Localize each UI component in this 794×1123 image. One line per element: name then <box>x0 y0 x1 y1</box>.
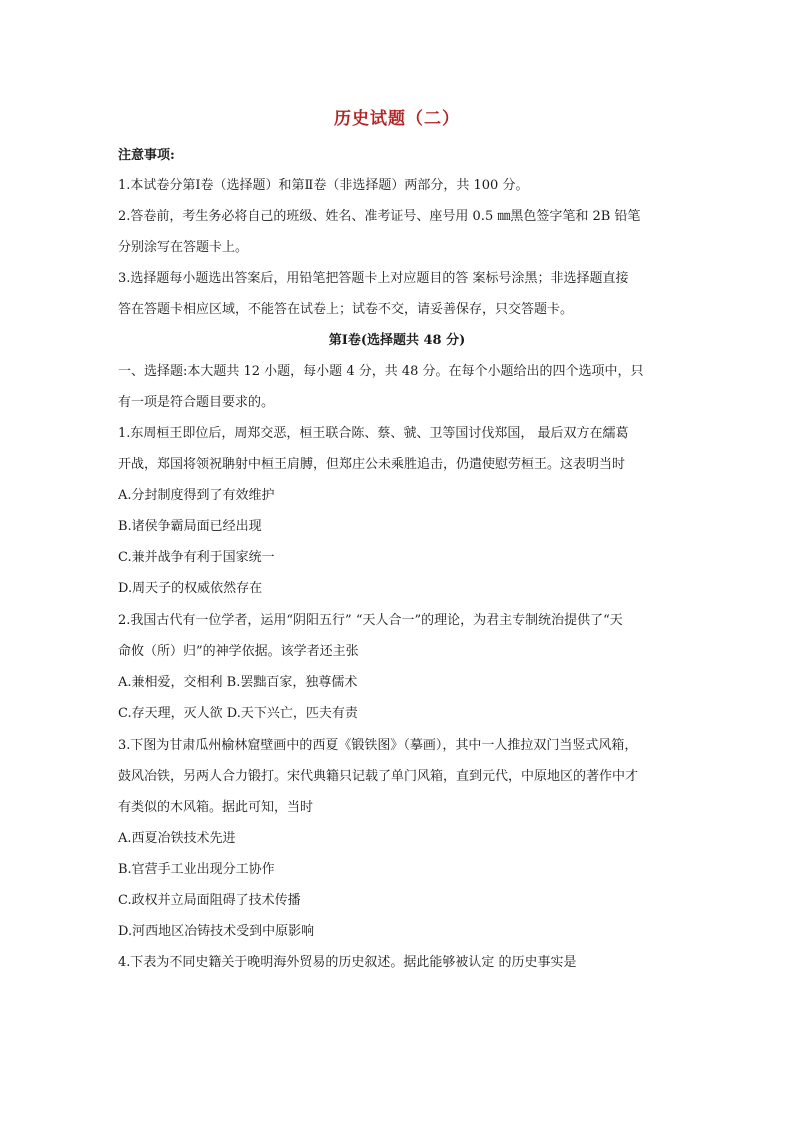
question-option: C.兼并战争有利于国家统一 <box>118 550 275 565</box>
question-stem: 开战，郑国将领祝聃射中桓王肩膊，但郑庄公未乘胜追击，仍遣使慰劳桓王。这表明当时 <box>118 457 626 472</box>
question-stem: 命攸（所）归”的神学依据。该学者还主张 <box>118 644 359 659</box>
section-intro: 有一项是符合题目要求的。 <box>118 395 275 410</box>
question-option: A.西夏冶铁技术先进 <box>118 831 236 846</box>
question-option: A.分封制度得到了有效维护 <box>118 488 275 503</box>
question-stem: 2.我国古代有一位学者，运用“阴阳五行” “天人合一”的理论，为君主专制统治提供了“天 <box>118 613 623 628</box>
question-option: B.诸侯争霸局面已经出现 <box>118 519 262 534</box>
section-heading: 第Ⅰ卷(选择题共 48 分) <box>328 333 466 348</box>
question-stem: 3.下图为甘肃瓜州榆林窟壁画中的西夏《锻铁图》（摹画），其中一人推拉双门当竖式风箱， <box>118 738 638 753</box>
question-stem: 1.东周桓王即位后，周郑交恶，桓王联合陈、蔡、虢、卫等国讨伐郑国， 最后双方在繻葛 <box>118 426 629 441</box>
notice-heading: 注意事项: <box>118 148 175 163</box>
notice-item: 2.答卷前，考生务必将自己的班级、姓名、准考证号、座号用 0.5 ㎜黑色签字笔和 2B 铅笔 <box>118 209 641 224</box>
notice-item: 1.本试卷分第Ⅰ卷（选择题）和第Ⅱ卷（非选择题）两部分，共 100 分。 <box>118 178 529 193</box>
question-option-row: C.存天理，灭人欲 D.天下兴亡，匹夫有责 <box>118 706 358 721</box>
question-stem: 4.下表为不同史籍关于晚明海外贸易的历史叙述。据此能够被认定 的历史事实是 <box>118 955 577 970</box>
question-option: D.周天子的权威依然存在 <box>118 581 263 596</box>
notice-item: 3.选择题每小题选出答案后，用铅笔把答题卡上对应题目的答 案标号涂黑；非选择题直接 <box>118 271 629 286</box>
notice-item: 答在答题卡相应区域，不能答在试卷上；试卷不交，请妥善保存，只交答题卡。 <box>118 302 574 317</box>
page-title: 历史试题（二） <box>334 109 460 129</box>
question-option: C.政权并立局面阻碍了技术传播 <box>118 893 301 908</box>
section-intro: 一、选择题:本大题共 12 小题，每小题 4 分，共 48 分。在每个小题给出的四个选项中，只 <box>118 364 644 379</box>
question-stem: 有类似的木风箱。据此可知，当时 <box>118 800 314 815</box>
question-option-row: A.兼相爱，交相利 B.罢黜百家，独尊儒术 <box>118 675 358 690</box>
question-stem: 鼓风冶铁，另两人合力锻打。宋代典籍只记载了单门风箱，直到元代，中原地区的著作中才 <box>118 769 639 784</box>
notice-item: 分别涂写在答题卡上。 <box>118 240 249 255</box>
question-option: B.官营手工业出现分工协作 <box>118 862 275 877</box>
question-option: D.河西地区冶铸技术受到中原影响 <box>118 924 315 939</box>
